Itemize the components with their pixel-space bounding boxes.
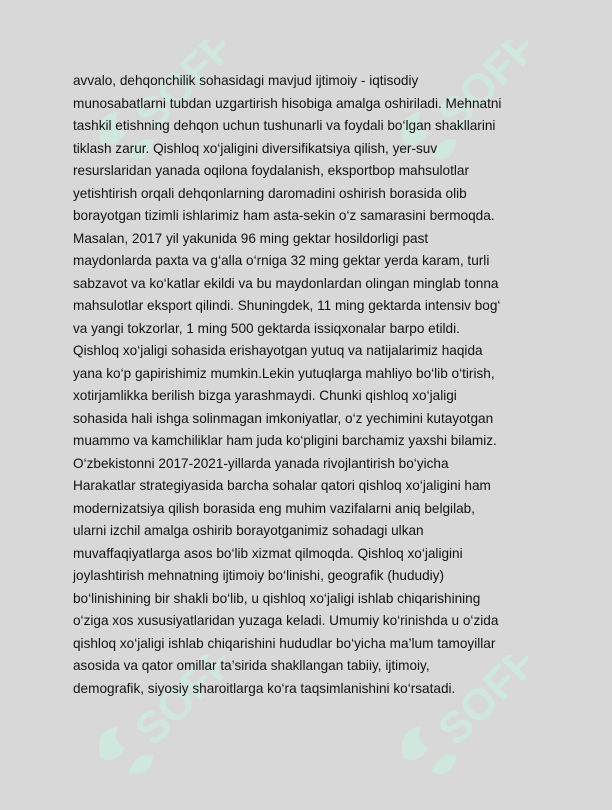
text-line: muammo va kamchiliklar ham juda ko‘pligini barchamiz yaxshi bilamiz.: [73, 433, 497, 448]
text-line: ularni izchil amalga oshirib borayotganimiz sohadagi ulkan: [73, 523, 424, 538]
text-line: resurslaridan yanada oqilona foydalanish, eksportbop mahsulotlar: [73, 163, 469, 178]
document-paragraph: [73, 70, 543, 700]
text-line: bo‘linishining bir shakli bo‘lib, u qishloq xo‘jaligi ishlab chiqarishining: [73, 590, 481, 606]
text-line: qishloq xo‘jaligi ishlab chiqarishini hududlar bo‘yicha ma’lum tamoyillar: [73, 635, 496, 651]
text-line: yetishtirish orqali dehqonlarning daromadini oshirish borasida olib: [73, 185, 467, 201]
svg-text:SOFF: SOFF: [125, 655, 225, 755]
text-line: yana ko‘p gapirishimiz mumkin.Lekin yutuqlarga mahliyo bo‘lib o‘tirish,: [73, 365, 495, 381]
text-line: tiklash zarur. Qishloq xo‘jaligini diversifikatsiya qilish, yer-suv: [73, 140, 438, 156]
svg-text:SOFF: SOFF: [125, 40, 225, 140]
text-line: avvalo, dehqonchilik sohasidagi mavjud ijtimoiy - iqtisodiy: [73, 73, 419, 88]
svg-text:SOFF: SOFF: [428, 655, 528, 755]
text-line: Masalan, 2017 yil yakunida 96 ming gektar hosildorligi past: [73, 230, 429, 246]
text-line: borayotgan tizimli ishlarimiz ham asta-sekin o‘z samarasini bermoqda.: [73, 208, 495, 223]
text-line: o‘ziga xos xususiyatlaridan yuzaga keladi. Umumiy ko‘rinishda u o‘zida: [73, 613, 499, 628]
text-line: sohasida hali ishga solinmagan imkoniyatlar, o‘z yechimini kutayotgan: [73, 410, 494, 426]
text-line: joylashtirish mehnatning ijtimoiy bo‘linishi, geografik (hududiy): [73, 568, 444, 583]
text-line: demografik, siyosiy sharoitlarga ko‘ra taqsimlanishini ko‘rsatadi.: [73, 680, 456, 696]
text-line: va yangi tokzorlar, 1 ming 500 gektarda issiqxonalar barpo etildi.: [73, 320, 460, 336]
text-line: mahsulotlar eksport qilindi. Shuningdek, 11 ming gektarda intensiv bog‘: [73, 298, 501, 313]
text-line: O‘zbekistonni 2017-2021-yillarda yanada rivojlantirish bo‘yicha: [73, 455, 449, 471]
text-line: tashkil etishning dehqon uchun tushunarli va foydali bo‘lgan shakllarini: [73, 118, 496, 133]
text-line: sabzavot va ko‘katlar ekildi va bu maydonlardan olingan minglab tonna: [73, 275, 499, 291]
text-line: Qishloq xo‘jaligi sohasida erishayotgan yutuq va natijalarimiz haqida: [73, 343, 483, 358]
text-line: munosabatlarni tubdan uzgartirish hisobiga amalga oshiriladi. Mehnatni: [73, 95, 502, 111]
svg-text:SOFF: SOFF: [428, 40, 528, 140]
text-line: muvaffaqiyatlarga asos bo‘lib xizmat qilmoqda. Qishloq xo‘jaligini: [73, 545, 463, 561]
text-line: modernizatsiya qilish borasida eng muhim vazifalarni aniq belgilab,: [73, 500, 475, 516]
text-line: asosida va qator omillar ta’sirida shakllangan tabiiy, ijtimoiy,: [73, 658, 430, 673]
text-line: xotirjamlikka berilish bizga yarashmaydi. Chunki qishloq xo‘jaligi: [73, 388, 457, 403]
text-line: maydonlarda paxta va g‘alla o‘rniga 32 ming gektar yerda karam, turli: [73, 253, 490, 268]
text-line: Harakatlar strategiyasida barcha sohalar qatori qishloq xo‘jaligini ham: [73, 478, 491, 493]
